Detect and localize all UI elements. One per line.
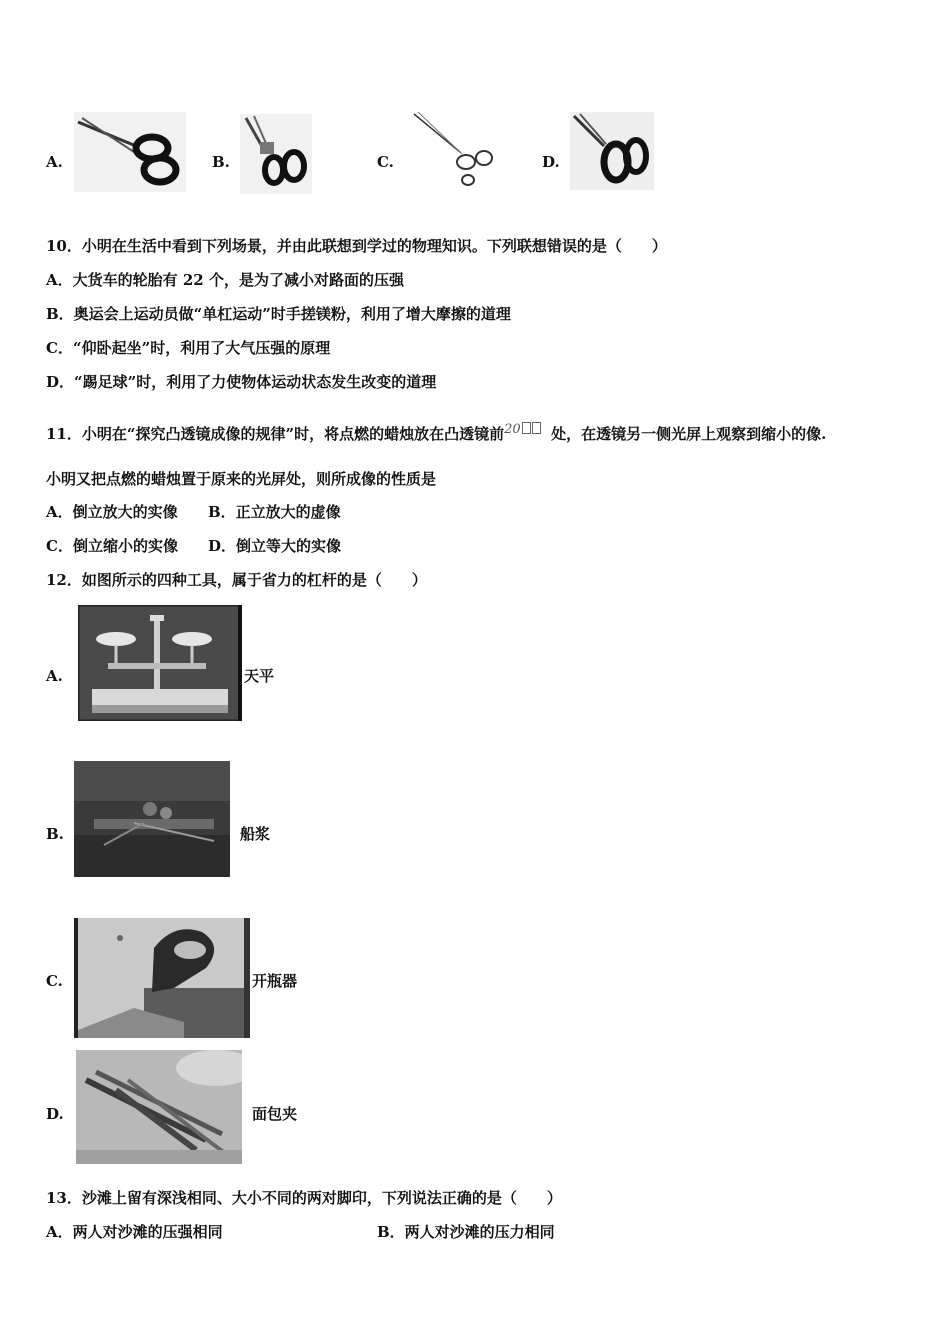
question-13-option-b: B．两人对沙滩的压力相同 [377, 1223, 555, 1241]
question-11-distance: 20 [504, 422, 521, 437]
bread-tongs-image [76, 1050, 242, 1164]
scissor-option-a-letter: A. [46, 153, 63, 171]
scissor-option-b-letter: B. [212, 153, 230, 171]
question-11-option-a: A．倒立放大的实像 [46, 503, 178, 521]
question-12-option-b-label: 船浆 [240, 825, 271, 843]
scissor-option-d-letter: D. [542, 153, 560, 171]
question-11-option-c: C．倒立缩小的实像 [46, 537, 178, 555]
question-10-stem: 10．小明在生活中看到下列场景，并由此联想到学过的物理知识。下列联想错误的是（ ） [46, 237, 667, 255]
question-10-option-a: A．大货车的轮胎有 22 个，是为了减小对路面的压强 [46, 271, 404, 289]
question-12-option-a-label: 天平 [244, 667, 275, 685]
question-11-stem-after: 处，在透镜另一侧光屏上观察到缩小的像. [551, 425, 827, 443]
question-11-stem [46, 420, 826, 444]
question-11-stem-before: 11．小明在“探究凸透镜成像的规律”时，将点燃的蜡烛放在凸透镜前 [46, 425, 505, 443]
scissor-option-c-letter: C. [377, 153, 394, 171]
question-12-stem: 12．如图所示的四种工具，属于省力的杠杆的是（ ） [46, 571, 427, 589]
question-11-options-row1 [46, 502, 341, 522]
question-10-option-d: D．“踢足球”时，利用了力使物体运动状态发生改变的道理 [46, 373, 437, 391]
question-12-option-d-label: 面包夹 [252, 1105, 298, 1123]
question-11-options-row2 [46, 536, 341, 556]
missing-glyph-box [532, 422, 541, 434]
question-12-option-b-letter: B. [46, 825, 64, 843]
scissors-c-image [410, 110, 500, 190]
question-12-option-d-letter: D. [46, 1105, 64, 1123]
question-11-option-d: D．倒立等大的实像 [208, 537, 342, 555]
scissors-b-image [240, 114, 312, 194]
question-10-option-b: B．奥运会上运动员做“单杠运动”时手搓镁粉，利用了增大摩擦的道理 [46, 305, 511, 323]
scissors-a-image [74, 112, 186, 192]
balance-scale-image [78, 605, 242, 721]
question-12-option-c-letter: C. [46, 972, 63, 990]
question-12-option-c-label: 开瓶器 [252, 972, 298, 990]
question-13-option-a: A．两人对沙滩的压强相同 [46, 1223, 223, 1241]
question-11-stem-line2: 小明又把点燃的蜡烛置于原来的光屏处，则所成像的性质是 [46, 470, 437, 488]
question-12-option-a-letter: A. [46, 667, 63, 685]
question-11-option-b: B．正立放大的虚像 [208, 503, 341, 521]
missing-glyph-box [522, 422, 531, 434]
question-10-option-c: C．“仰卧起坐”时，利用了大气压强的原理 [46, 339, 331, 357]
rowing-oar-image [74, 761, 230, 877]
bottle-opener-image [74, 918, 250, 1038]
question-13-stem: 13．沙滩上留有深浅相同、大小不同的两对脚印，下列说法正确的是（ ） [46, 1189, 562, 1207]
scissors-d-image [570, 112, 654, 190]
